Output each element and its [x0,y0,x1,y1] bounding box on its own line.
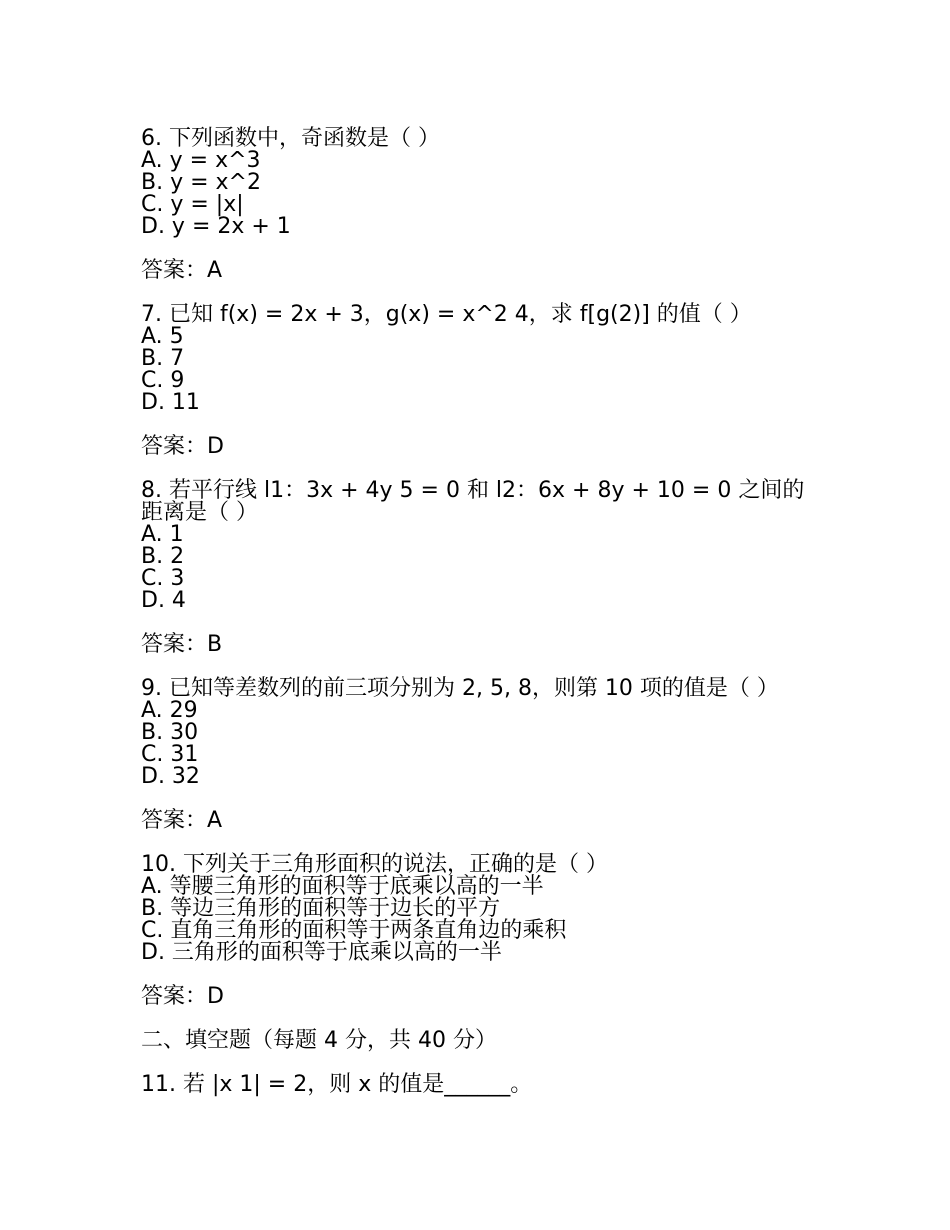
option-c: C. 直角三角形的面积等于两条直角边的乘积 [141,918,567,943]
option-a: A. 等腰三角形的面积等于底乘以高的一半 [141,874,544,899]
answer-text: 答案：A [141,808,223,833]
option-b: B. 2 [141,544,185,569]
question-text: 9. 已知等差数列的前三项分别为 2, 5, 8，则第 10 项的值是（ ） [141,676,779,701]
option-a: A. y = x^3 [141,148,261,173]
option-d: D. 三角形的面积等于底乘以高的一半 [141,940,502,965]
option-d: D. y = 2x + 1 [141,214,291,239]
question-text: 6. 下列函数中，奇函数是（ ） [141,126,440,151]
option-c: C. 31 [141,742,199,767]
answer-text: 答案：D [141,984,224,1009]
option-c: C. 3 [141,566,185,591]
answer-text: 答案：A [141,258,223,283]
question-6 [141,128,811,282]
answer-text: 答案：D [141,434,224,459]
option-d: D. 32 [141,764,200,789]
question-text: 8. 若平行线 l1：3x + 4y 5 = 0 和 l2：6x + 8y + 10 = 0 之间的距离是（ ） [141,478,805,525]
option-b: B. y = x^2 [141,170,261,195]
question-10 [141,854,811,1008]
option-b: B. 等边三角形的面积等于边长的平方 [141,896,501,921]
question-text: 10. 下列关于三角形面积的说法，正确的是（ ） [141,852,608,877]
option-a: A. 5 [141,324,184,349]
option-a: A. 1 [141,522,184,547]
answer-text: 答案：B [141,632,223,657]
option-c: C. 9 [141,368,185,393]
option-d: D. 11 [141,390,200,415]
option-a: A. 29 [141,698,198,723]
question-text: 7. 已知 f(x) = 2x + 3，g(x) = x^2 4，求 f[g(2)] 的值（ ） [141,302,752,327]
section-title: 二、填空题（每题 4 分，共 40 分） [141,1028,497,1053]
question-9 [141,678,811,832]
option-b: B. 30 [141,720,199,745]
question-7 [141,304,811,458]
option-b: B. 7 [141,346,185,371]
option-c: C. y = |x| [141,192,244,217]
fill-question-11: 11. 若 |x 1| = 2，则 x 的值是______。 [141,1072,533,1097]
document-page [141,128,811,1096]
option-d: D. 4 [141,588,186,613]
question-8 [141,480,811,656]
